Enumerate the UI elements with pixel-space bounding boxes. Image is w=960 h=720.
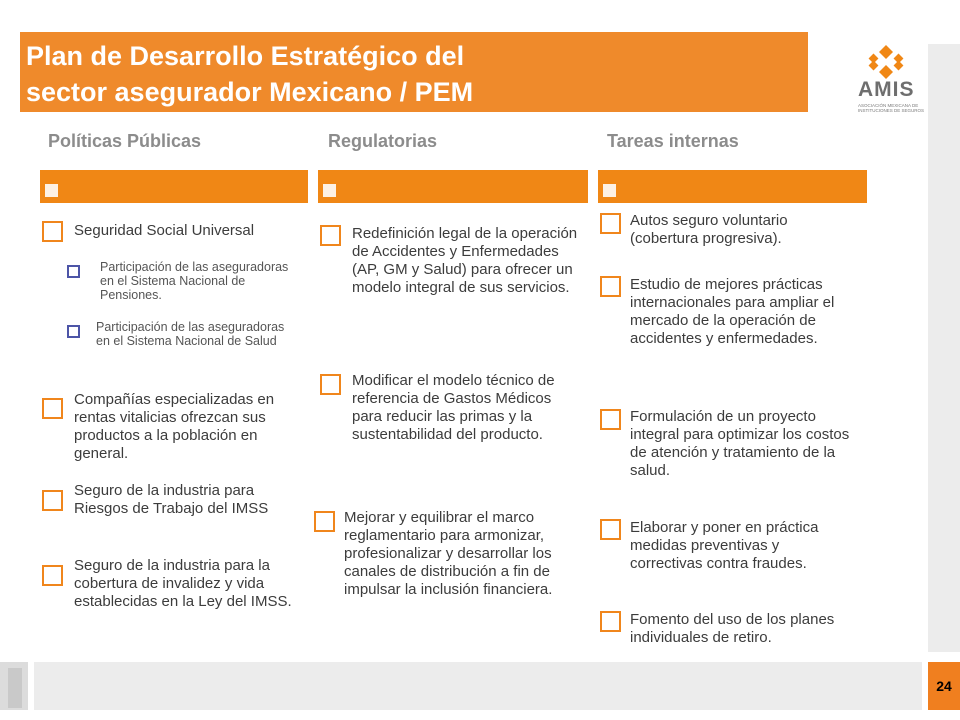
item-fraudes: Elaborar y poner en práctica medidas preventivas y correctivas contra fraudes.: [630, 519, 819, 572]
item-marco-reglamentario: Mejorar y equilibrar el marco reglamentario para armonizar, profesionalizar y desarrollar los canales de distribución a fin de impulsar la inclusión financiera.: [344, 509, 553, 598]
page-number: 24: [928, 662, 960, 710]
checkbox-mejores-practicas[interactable]: [600, 276, 621, 297]
subitem-salud: Participación de las aseguradoras en el Sistema Nacional de Salud: [96, 320, 285, 348]
right-frame-bar: [928, 44, 960, 652]
amis-logo-icon: [866, 44, 906, 80]
item-seguridad-social: Seguridad Social Universal: [74, 222, 255, 239]
item-planes-retiro: Fomento del uso de los planes individuales de retiro.: [630, 611, 835, 646]
column-heading-regulatorias: Regulatorias: [328, 131, 438, 151]
item-redefinicion-legal: Redefinición legal de la operación de Accidentes y Enfermedades (AP, GM y Salud) para ofrecer un modelo integral de sus servicios.: [352, 225, 578, 296]
item-modelo-tecnico: Modificar el modelo técnico de referencia de Gastos Médicos para reducir las primas y la sustentabilidad del producto.: [352, 372, 555, 443]
item-autos-seguro: Autos seguro voluntario (cobertura progresiva).: [630, 212, 788, 247]
footer-bar: [34, 662, 922, 710]
checkbox-modelo-tecnico[interactable]: [320, 374, 341, 395]
column-heading-tareas: Tareas internas: [607, 131, 739, 151]
item-mejores-practicas: Estudio de mejores prácticas internacionales para ampliar el mercado de la operación de accidentes y enfermedades.: [630, 276, 835, 347]
checkbox-invalidez-vida[interactable]: [42, 565, 63, 586]
item-invalidez-vida: Seguro de la industria para la cobertura de invalidez y vida establecidas en la Ley del IMSS.: [74, 557, 292, 610]
slide-title-line-1: Plan de Desarrollo Estratégico del: [26, 41, 465, 71]
checkbox-riesgos-trabajo[interactable]: [42, 490, 63, 511]
column-heading-politicas: Políticas Públicas: [48, 131, 202, 151]
checkbox-planes-retiro[interactable]: [600, 611, 621, 632]
checkbox-rentas-vitalicias[interactable]: [42, 398, 63, 419]
item-riesgos-trabajo: Seguro de la industria para Riesgos de Trabajo del IMSS: [74, 482, 269, 517]
subitem-pensiones: Participación de las aseguradoras en el Sistema Nacional de Pensiones.: [100, 260, 289, 302]
logo-wordmark: AMIS: [858, 78, 915, 101]
checkbox-autos-seguro[interactable]: [600, 213, 621, 234]
checkbox-fraudes[interactable]: [600, 519, 621, 540]
column-bar-regulatorias: [318, 170, 588, 203]
logo-subtitle: ASOCIACIÓN MEXICANA DE INSTITUCIONES DE SEGUROS: [858, 103, 925, 113]
checkbox-redefinicion-legal[interactable]: [320, 225, 341, 246]
column-bar-politicas: [40, 170, 308, 203]
subitem-bullet-pensiones: [67, 265, 80, 278]
checkbox-proyecto-integral[interactable]: [600, 409, 621, 430]
item-proyecto-integral: Formulación de un proyecto integral para optimizar los costos de atención y tratamiento de la salud.: [630, 408, 850, 479]
slide-title: [26, 38, 586, 110]
checkbox-seguridad-social[interactable]: [42, 221, 63, 242]
subitem-bullet-salud: [67, 325, 80, 338]
footer-left-inner: [8, 668, 22, 708]
item-rentas-vitalicias: Compañías especializadas en rentas vitalicias ofrezcan sus productos a la población en general.: [74, 391, 275, 462]
checkbox-marco-reglamentario[interactable]: [314, 511, 335, 532]
column-bar-tareas: [598, 170, 867, 203]
slide-title-line-2: sector asegurador Mexicano / PEM: [26, 77, 474, 107]
